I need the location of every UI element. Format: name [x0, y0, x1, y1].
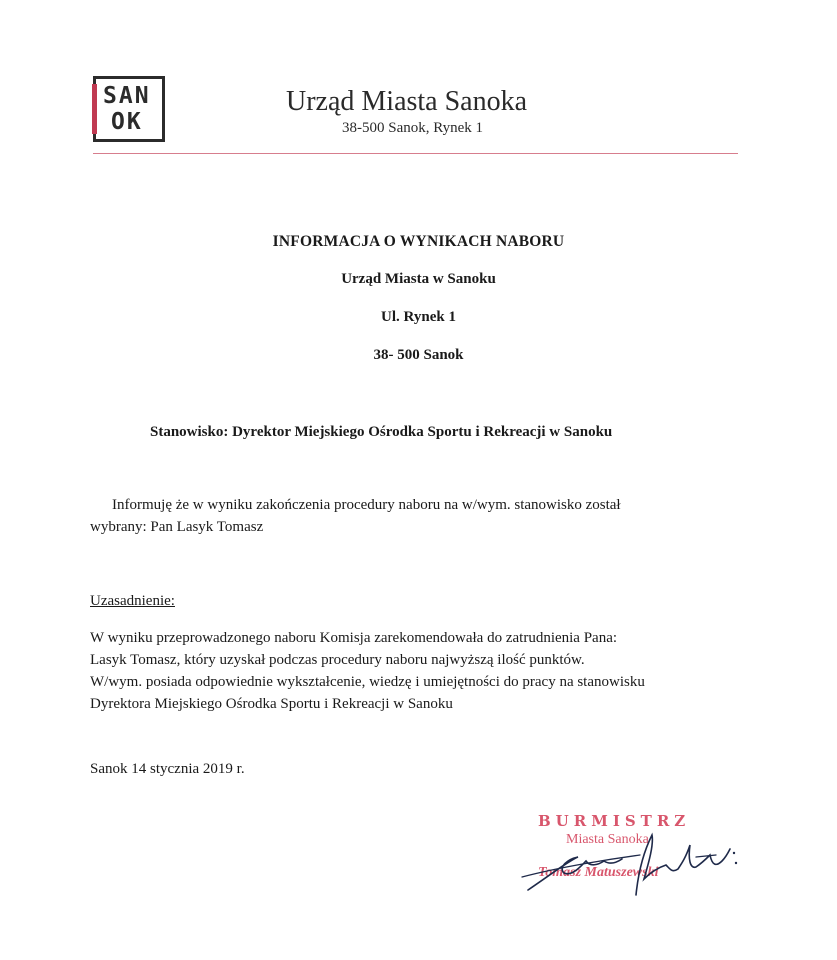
justification-line: W wyniku przeprowadzonego naboru Komisja zarekomendowała do zatrudnienia Pana: [90, 630, 618, 646]
stamp-name: Tomasz Matuszewski [538, 865, 659, 880]
justification-label: Uzasadnienie: [90, 593, 175, 609]
logo-text-bottom: OK [111, 109, 143, 135]
city-logo [93, 76, 165, 142]
info-paragraph [90, 494, 621, 538]
justification-line: Lasyk Tomasz, który uzyskał podczas procedury naboru najwyższą ilość punktów. [90, 652, 585, 668]
heading-city: 38- 500 Sanok [373, 347, 464, 363]
date-line: Sanok 14 stycznia 2019 r. [90, 761, 245, 777]
justification-paragraph [90, 627, 645, 715]
office-address: 38-500 Sanok, Rynek 1 [342, 120, 484, 136]
stamp-subtitle: Miasta Sanoka [566, 832, 649, 847]
justification-line: W/wym. posiada odpowiednie wykształcenie, wiedzę i umiejętności do pracy na stanowisku [90, 674, 645, 690]
info-line-2: wybrany: Pan Lasyk Tomasz [90, 519, 264, 535]
heading-street: Ul. Rynek 1 [381, 309, 456, 325]
heading-office: Urząd Miasta w Sanoku [341, 271, 496, 287]
info-line-1: Informuję że w wyniku zakończenia procedury naboru na w/wym. stanowisko został [112, 497, 621, 513]
justification-line: Dyrektora Miejskiego Ośrodka Sportu i Rekreacji w Sanoku [90, 696, 453, 712]
position-line: Stanowisko: Dyrektor Miejskiego Ośrodka Sportu i Rekreacji w Sanoku [150, 424, 613, 440]
logo-accent [92, 84, 97, 134]
handwritten-signature [520, 815, 750, 900]
document-title: INFORMACJA O WYNIKACH NABORU [272, 233, 565, 250]
logo-text-top: SAN [103, 83, 151, 109]
office-name: Urząd Miasta Sanoka [286, 86, 528, 117]
header-divider [93, 153, 738, 154]
stamp-title: BURMISTRZ [538, 812, 691, 830]
